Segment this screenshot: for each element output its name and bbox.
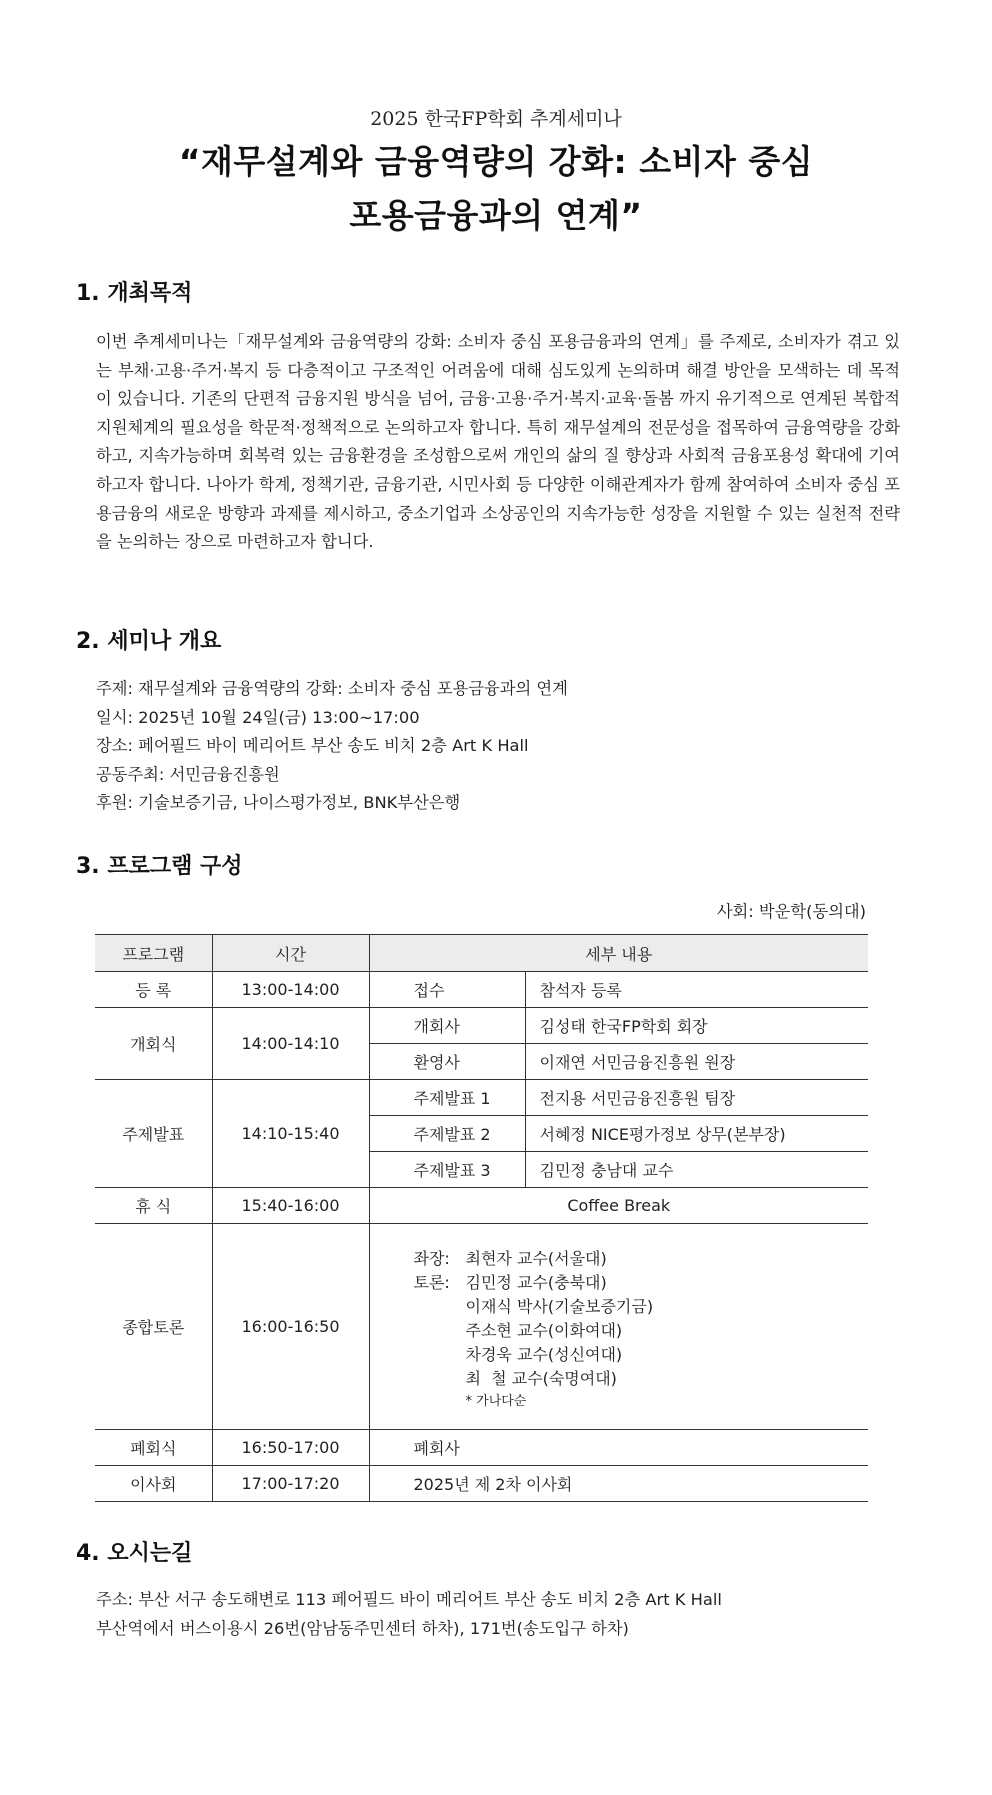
directions-transit: 부산역에서 버스이용시 26번(암남동주민센터 하차), 171번(송도입구 하차) [96, 1619, 629, 1638]
seminar-subtitle: 2025 한국FP학회 추계세미나 [370, 108, 622, 130]
detail-cell: 이재연 서민금융진흥원 원장 [525, 1044, 868, 1080]
detail-cell: 폐회사 [369, 1430, 868, 1466]
program-cell: 휴 식 [95, 1188, 212, 1224]
item-cell: 주제발표 3 [369, 1152, 525, 1188]
time-cell: 17:00-17:20 [212, 1466, 369, 1502]
section-heading-overview: 2. 세미나 개요 [76, 629, 222, 654]
table-row [95, 972, 868, 1008]
detail-cell: Coffee Break [369, 1188, 868, 1224]
panelist-row [414, 1367, 869, 1391]
item-cell: 접수 [369, 972, 525, 1008]
overview-date: 일시: 2025년 10월 24일(금) 13:00~17:00 [96, 707, 420, 727]
program-cell: 종합토론 [95, 1224, 212, 1430]
panelist-row [414, 1343, 869, 1367]
detail-cell: 참석자 등록 [525, 972, 868, 1008]
section-heading-program: 3. 프로그램 구성 [76, 854, 243, 879]
panelist: 차경욱 교수(성신여대) [465, 1344, 623, 1364]
table-header-row [95, 935, 868, 972]
directions-address: 주소: 부산 서구 송도해변로 113 페어필드 바이 메리어트 부산 송도 비치 2층 Art K Hall [96, 1590, 722, 1609]
item-cell: 주제발표 2 [369, 1116, 525, 1152]
directions [96, 1585, 722, 1643]
detail-cell: 서혜정 NICE평가정보 상무(본부장) [525, 1116, 868, 1152]
purpose-paragraph: 이번 추계세미나는「재무설계와 금융역량의 강화: 소비자 중심 포용금융과의 연계」를 주제로, 소비자가 겪고 있는 부채·고용·주거·복지 등 다층적이고 구조적인 어려움에 대해 심도있게 논의하며 해결 방안을 모색하는 데 목적이 있습니다. 기존의 단편적 금융지원 방식을 넘어, 금융·고용·주거·복지·교육·돌봄 까지 유기적으로 연계된 복합적 지원체계의 필요성을 학문적·정책적으로 논의하고자 합니다. 특히 재무설계의 전문성을 접목하여 금융역량을 강화하고, 지속가능하며 회복력 있는 금융환경을 조성함으로써 개인의 삶의 질 향상과 사회적 금융포용성 확대에 기여하고자 합니다. 나아가 학계, 정책기관, 금융기관, 시민사회 등 다양한 이해관계자가 함께 참여하여 소비자 중심 포용금융의 새로운 방향과 과제를 제시하고, 중소기업과 소상공인의 지속가능한 성장을 지원할 수 있는 실천적 전략을 논의하는 장으로 마련하고자 합니다. [96, 332, 900, 552]
panelist-row [414, 1319, 869, 1343]
detail-cell: 전지용 서민금융진흥원 팀장 [525, 1080, 868, 1116]
program-cell: 등 록 [95, 972, 212, 1008]
moderator: 사회: 박운학(동의대) [716, 902, 866, 921]
panelist: 이재식 박사(기술보증기금) [465, 1296, 654, 1316]
detail-cell: 2025년 제 2차 이사회 [369, 1466, 868, 1502]
time-cell: 16:00-16:50 [212, 1224, 369, 1430]
time-cell: 14:00-14:10 [212, 1008, 369, 1080]
seminar-title-line-1: “재무설계와 금융역량의 강화: 소비자 중심 [178, 142, 814, 181]
table-row [95, 1008, 868, 1044]
time-cell: 16:50-17:00 [212, 1430, 369, 1466]
table-row [95, 1080, 868, 1116]
discussion-panel-cell [369, 1224, 868, 1430]
seminar-title-line-2: 포용금융과의 연계” [349, 196, 643, 235]
panelist: 주소현 교수(이화여대) [465, 1320, 623, 1340]
overview-sponsor: 후원: 기술보증기금, 나이스평가정보, BNK부산은행 [96, 793, 461, 813]
time-cell: 13:00-14:00 [212, 972, 369, 1008]
panel-order-note: * 가나다순 [465, 1393, 527, 1409]
panelist-row [414, 1295, 869, 1319]
panelist-row [414, 1271, 869, 1295]
table-row [95, 1224, 868, 1430]
item-cell: 주제발표 1 [369, 1080, 525, 1116]
panel-label: 토론: [413, 1272, 450, 1292]
overview-list [96, 675, 568, 818]
detail-cell: 김민정 충남대 교수 [525, 1152, 868, 1188]
program-cell: 주제발표 [95, 1080, 212, 1188]
program-cell: 폐회식 [95, 1430, 212, 1466]
overview-topic: 주제: 재무설계와 금융역량의 강화: 소비자 중심 포용금융과의 연계 [96, 679, 568, 698]
chair-row [414, 1247, 869, 1271]
chair-name: 최현자 교수(서울대) [465, 1248, 607, 1268]
section-heading-directions: 4. 오시는길 [76, 1541, 193, 1566]
program-cell: 이사회 [95, 1466, 212, 1502]
table-row [95, 1188, 868, 1224]
program-cell: 개회식 [95, 1008, 212, 1080]
col-header-program: 프로그램 [95, 935, 212, 972]
overview-cohost: 공동주최: 서민금융진흥원 [96, 764, 280, 784]
time-cell: 15:40-16:00 [212, 1188, 369, 1224]
time-cell: 14:10-15:40 [212, 1080, 369, 1188]
panelist: 김민정 교수(충북대) [465, 1272, 607, 1292]
detail-cell: 김성태 한국FP학회 회장 [525, 1008, 868, 1044]
overview-venue: 장소: 페어필드 바이 메리어트 부산 송도 비치 2층 Art K Hall [96, 736, 529, 756]
col-header-time: 시간 [212, 935, 369, 972]
program-table [95, 934, 868, 1502]
table-row [95, 1430, 868, 1466]
col-header-detail: 세부 내용 [369, 935, 868, 972]
discussion-panel [370, 1231, 869, 1423]
chair-label: 좌장: [413, 1248, 450, 1268]
panelist: 최 철 교수(숙명여대) [465, 1368, 617, 1388]
item-cell: 개회사 [369, 1008, 525, 1044]
table-row [95, 1466, 868, 1502]
item-cell: 환영사 [369, 1044, 525, 1080]
section-heading-purpose: 1. 개최목적 [76, 281, 193, 306]
